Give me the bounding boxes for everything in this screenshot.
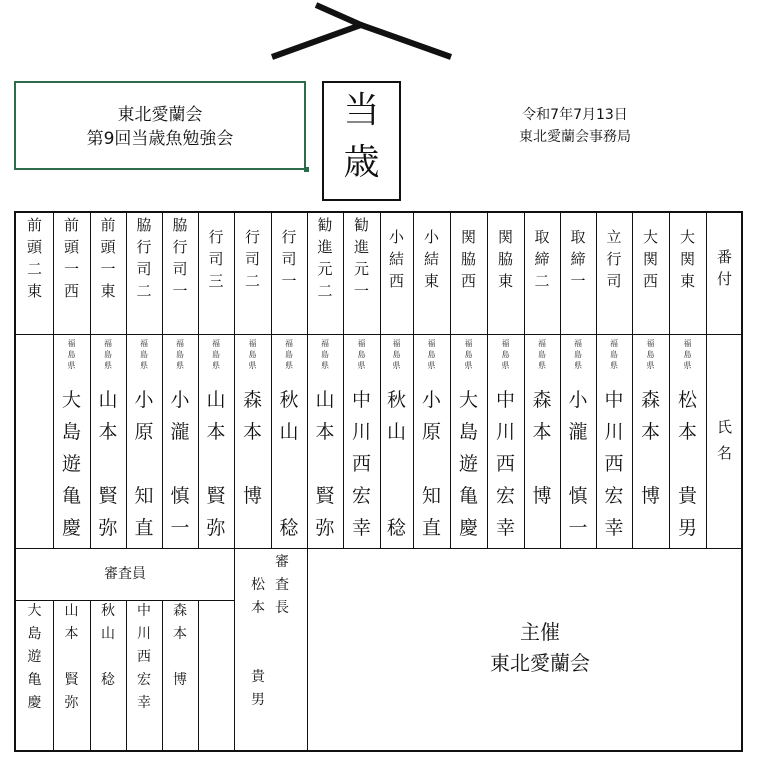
rank-label: 脇 行 司 二 (136, 216, 152, 300)
sponsor-block (440, 617, 640, 679)
prefecture-label: 福 島 県 (683, 339, 692, 370)
member-name: 小 瀧 慎 一 (568, 389, 588, 539)
rank-label: 取 締 二 (534, 228, 550, 290)
member-name: 松 本 貴 男 (677, 389, 697, 539)
rank-label: 前 頭 一 東 (100, 216, 116, 300)
center-title-char-1: 当 (343, 90, 380, 131)
rank-label: 立 行 司 (606, 228, 622, 290)
date-block (490, 104, 660, 148)
member-name: 森 本 博 (242, 389, 262, 507)
header-row-divider (15, 334, 742, 335)
prefecture-label: 福 島 県 (104, 339, 112, 370)
rank-label: 番 付 (716, 248, 732, 288)
rank-label: 前 頭 二 東 (26, 216, 42, 300)
member-name: 秋 山 稔 (279, 389, 299, 539)
judge-name: 中 川 西 宏 幸 (137, 603, 151, 711)
rank-label: 行 司 一 (281, 228, 297, 290)
member-name: 中 川 西 宏 幸 (604, 389, 624, 539)
head-judge-name: 松 本 貴 男 (251, 577, 265, 708)
member-name: 小 瀧 慎 一 (170, 389, 190, 539)
rank-label: 行 司 三 (208, 228, 224, 290)
prefecture-label: 福 島 県 (140, 339, 148, 370)
prefecture-label: 福 島 県 (501, 339, 510, 370)
rank-label: 脇 行 司 一 (172, 216, 188, 300)
member-name: 小 原 知 直 (421, 389, 441, 539)
prefecture-label: 福 島 県 (176, 339, 184, 370)
roof-emblem (0, 0, 757, 80)
rank-label: 勧 進 元 二 (317, 216, 333, 300)
member-name: 中 川 西 宏 幸 (351, 389, 371, 539)
organization-name: 東北愛蘭会 (117, 105, 203, 125)
center-title-box (322, 81, 401, 201)
rank-label: 関 脇 東 (497, 228, 513, 290)
member-name: 森 本 博 (532, 389, 552, 507)
sponsor-label: 主催 (520, 620, 560, 644)
prefecture-label: 福 島 県 (538, 339, 546, 370)
head-judge-title: 審 査 長 (275, 554, 289, 616)
rank-label: 取 締 一 (570, 228, 586, 290)
prefecture-label: 福 島 県 (321, 339, 329, 370)
rank-label: 行 司 二 (244, 228, 260, 290)
judge-name: 秋 山 稔 (101, 603, 115, 688)
prefecture-label: 福 島 県 (212, 339, 220, 370)
member-name: 山 本 賢 弥 (98, 389, 118, 539)
prefecture-label: 福 島 県 (285, 339, 293, 370)
prefecture-label: 福 島 県 (574, 339, 582, 370)
member-name: 中 川 西 宏 幸 (495, 389, 515, 539)
prefecture-label: 福 島 県 (610, 339, 618, 370)
names-row-divider (15, 548, 742, 549)
event-name: 第9回当歳魚勉強会 (86, 129, 234, 149)
rank-label: 大 関 西 (642, 228, 658, 290)
rank-label: 大 関 東 (679, 228, 695, 290)
member-name: 氏 名 (716, 418, 732, 462)
rank-label: 関 脇 西 (460, 228, 476, 290)
rank-label: 小 結 西 (388, 228, 404, 290)
event-title-box (14, 81, 306, 170)
event-date: 令和7年7月13日 (522, 107, 628, 123)
prefecture-label: 福 島 県 (392, 339, 401, 370)
prefecture-label: 福 島 県 (464, 339, 473, 370)
member-name: 山 本 賢 弥 (206, 389, 226, 539)
member-name: 小 原 知 直 (134, 389, 154, 539)
rank-label: 小 結 東 (423, 228, 439, 290)
sponsor-org: 東北愛蘭会 (490, 651, 590, 675)
member-name: 山 本 賢 弥 (315, 389, 335, 539)
judge-name: 大 島 遊 亀 慶 (27, 603, 42, 711)
judge-name: 山 本 賢 弥 (64, 603, 79, 711)
rank-label: 勧 進 元 一 (353, 216, 369, 300)
selection-handle[interactable] (304, 167, 309, 172)
office-name: 東北愛蘭会事務局 (519, 129, 631, 145)
column-divider (198, 600, 199, 750)
center-title-char-2: 歳 (343, 142, 380, 183)
prefecture-label: 福 島 県 (357, 339, 366, 370)
prefecture-label: 福 島 県 (67, 339, 76, 370)
member-name: 大 島 遊 亀 慶 (61, 389, 81, 539)
prefecture-label: 福 島 県 (248, 339, 257, 370)
member-name: 森 本 博 (640, 389, 660, 507)
prefecture-label: 福 島 県 (427, 339, 436, 370)
prefecture-label: 福 島 県 (646, 339, 655, 370)
judge-name: 森 本 博 (173, 603, 187, 688)
member-name: 秋 山 稔 (386, 389, 406, 539)
member-name: 大 島 遊 亀 慶 (458, 389, 478, 539)
judges-caption: 審査員 (104, 566, 146, 582)
rank-label: 前 頭 一 西 (63, 216, 79, 300)
